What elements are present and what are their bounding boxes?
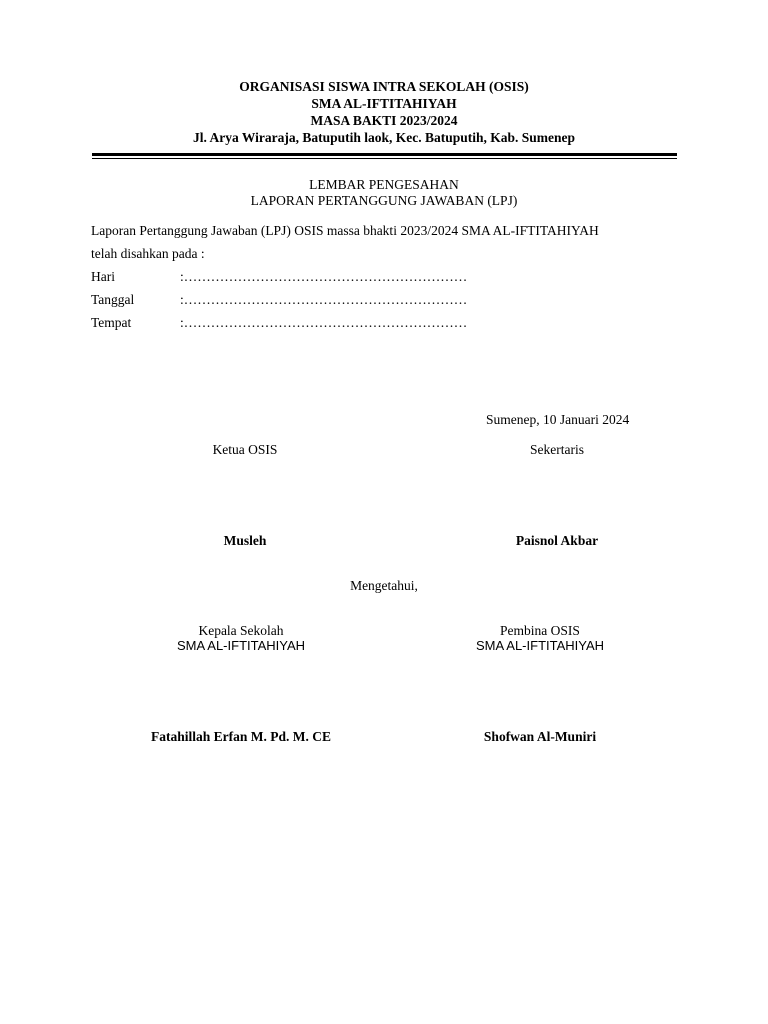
place-date: Sumenep, 10 Januari 2024 bbox=[486, 412, 630, 427]
kepsek-name: Fatahillah Erfan M. Pd. M. CE bbox=[150, 729, 331, 744]
field-tempat-value: :……………………………………………………… bbox=[180, 315, 468, 330]
field-hari-label: Hari bbox=[91, 269, 115, 284]
kepsek-school: SMA AL-IFTITAHIYAH bbox=[176, 638, 306, 653]
field-tanggal-value: :……………………………………………………… bbox=[180, 292, 468, 307]
field-tempat-label: Tempat bbox=[91, 315, 132, 330]
pembina-name: Shofwan Al-Muniri bbox=[483, 729, 597, 744]
header-divider-thin bbox=[92, 158, 677, 159]
field-hari-value: :……………………………………………………… bbox=[180, 269, 468, 284]
ketua-name: Musleh bbox=[223, 533, 267, 548]
header-school-name: SMA AL-IFTITAHIYAH bbox=[311, 96, 457, 111]
sekretaris-role: Sekertaris bbox=[530, 442, 584, 457]
ketua-role: Ketua OSIS bbox=[212, 442, 278, 457]
pembina-role: Pembina OSIS bbox=[500, 623, 580, 638]
sekretaris-name: Paisnol Akbar bbox=[515, 533, 599, 548]
field-tanggal-label: Tanggal bbox=[91, 292, 135, 307]
intro-line-2: telah disahkan pada : bbox=[91, 246, 205, 261]
pembina-school: SMA AL-IFTITAHIYAH bbox=[475, 638, 605, 653]
kepsek-role: Kepala Sekolah bbox=[198, 623, 284, 638]
document-subtitle: LAPORAN PERTANGGUNG JAWABAN (LPJ) bbox=[250, 193, 518, 208]
mengetahui-label: Mengetahui, bbox=[350, 578, 418, 593]
header-divider-thick bbox=[92, 153, 677, 156]
header-period: MASA BAKTI 2023/2024 bbox=[310, 113, 458, 128]
document-title: LEMBAR PENGESAHAN bbox=[309, 177, 459, 192]
header-address: Jl. Arya Wiraraja, Batuputih laok, Kec. Batuputih, Kab. Sumenep bbox=[192, 130, 576, 145]
intro-line-1: Laporan Pertanggung Jawaban (LPJ) OSIS massa bhakti 2023/2024 SMA AL-IFTITAHIYAH bbox=[91, 223, 599, 238]
header-org-name: ORGANISASI SISWA INTRA SEKOLAH (OSIS) bbox=[239, 79, 529, 94]
